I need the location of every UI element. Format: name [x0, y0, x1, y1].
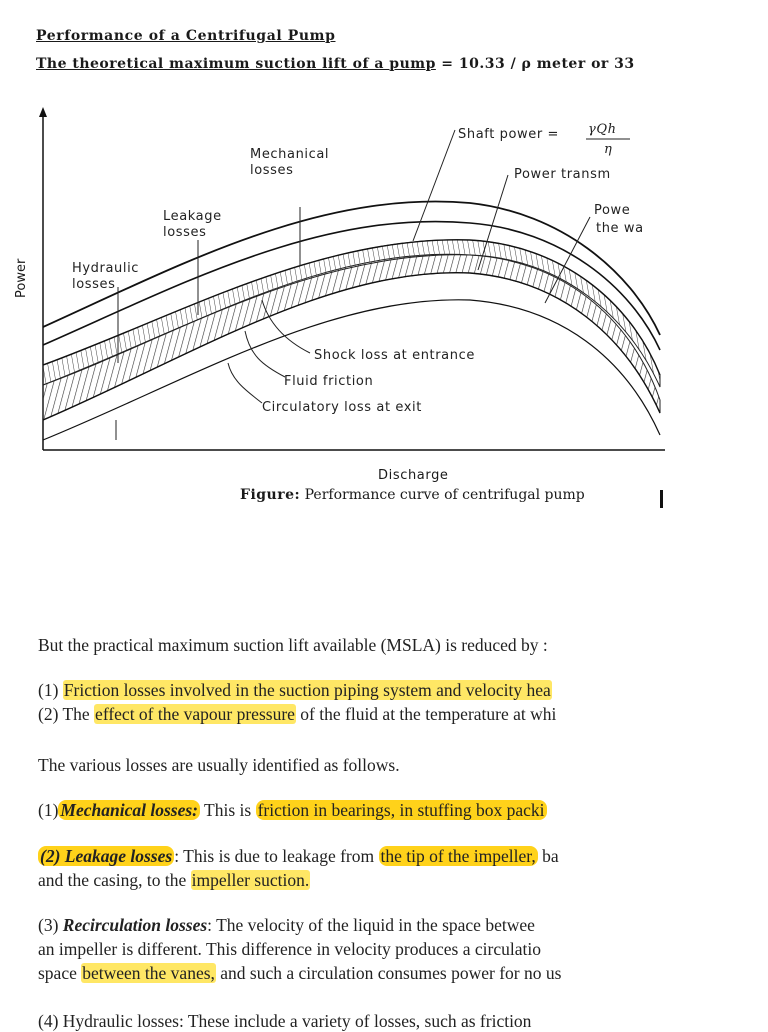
item2-highlight: effect of the vapour pressure [95, 704, 295, 724]
loss3-line3-highlight: between the vanes, [82, 963, 215, 983]
loss3-line3-text-b: and such a circulation consumes power for no us [215, 963, 562, 983]
losses-intro: The various losses are usually identified as follows. [38, 755, 400, 775]
circulatory-loss-label: Circulatory loss at exit [262, 400, 422, 415]
leakage-losses-label-1: Leakage [163, 209, 222, 224]
subtitle-suffix: = 10.33 / ρ meter or 33 [441, 56, 635, 72]
y-axis-label: Power [14, 258, 29, 298]
loss2-text-a: : This is due to leakage from [174, 846, 379, 866]
loss-item-recirculation-line3 [38, 962, 668, 984]
section-title: Performance of a Centrifugal Pump [36, 28, 336, 44]
loss1-highlight: friction in bearings, in stuffing box packi [257, 800, 545, 820]
reduction-item-2 [38, 703, 668, 725]
loss1-number: (1) [38, 800, 59, 820]
mechanical-losses-label-1: Mechanical [250, 147, 330, 162]
figure-caption [240, 487, 585, 503]
fluid-friction-label: Fluid friction [284, 374, 374, 389]
mechanical-losses-label-2: losses [250, 163, 294, 178]
item2-number: (2) The [38, 704, 95, 724]
caption-label: Figure: [240, 487, 301, 503]
shock-loss-label: Shock loss at entrance [314, 348, 475, 363]
msla-intro: But the practical maximum suction lift available (MSLA) is reduced by : [38, 635, 548, 655]
loss2-line2-highlight: impeller suction. [191, 870, 310, 890]
shaft-power-formula-denominator: η [604, 142, 613, 157]
loss2-term: (2) Leakage losses [40, 846, 173, 866]
loss-item-recirculation-line2: an impeller is different. This difference in velocity produces a circulatio [38, 939, 541, 959]
power-transmitted-label: Power transm [514, 167, 611, 182]
loss3-term: Recirculation losses [62, 915, 208, 935]
power-to-water-label-1: Powe [594, 203, 631, 218]
right-edge-rule [660, 490, 663, 508]
item1-highlight: Friction losses involved in the suction piping system and velocity hea [63, 680, 551, 700]
suction-lift-statement [36, 56, 676, 72]
hydraulic-losses-label-1: Hydraulic [72, 261, 140, 276]
shaft-power-formula-numerator: γQh [588, 122, 617, 137]
power-to-water-label-2: the wa [596, 221, 644, 236]
y-axis-arrow-icon [39, 107, 47, 117]
caption-text: Performance curve of centrifugal pump [300, 487, 585, 503]
loss-item-leakage-line2 [38, 869, 668, 891]
x-axis-label: Discharge [378, 468, 449, 483]
loss-item-leakage [38, 845, 668, 867]
loss2-text-b: ba [537, 846, 559, 866]
loss3-line3-text-a: space [38, 963, 82, 983]
item1-number: (1) [38, 680, 63, 700]
loss1-text: This is [199, 800, 256, 820]
hydraulic-losses-label-2: losses [72, 277, 116, 292]
loss-item-mechanical [38, 799, 668, 821]
reduction-item-1 [38, 679, 668, 701]
shaft-power-label: Shaft power = [458, 127, 560, 142]
subtitle-prefix: The theoretical maximum suction lift of a pump [36, 56, 436, 72]
loss2-highlight: the tip of the impeller, [380, 846, 536, 866]
leakage-losses-label-2: losses [163, 225, 207, 240]
loss-item-hydraulic-partial: (4) Hydraulic losses: These include a variety of losses, such as friction [38, 1011, 532, 1031]
loss2-line2-text: and the casing, to the [38, 870, 191, 890]
loss-item-recirculation [38, 914, 668, 936]
loss3-number: (3) [38, 915, 63, 935]
item2-rest: of the fluid at the temperature at whi [295, 704, 557, 724]
loss1-term: Mechanical losses: [60, 800, 198, 820]
performance-curve-figure [0, 95, 768, 465]
loss3-text: : The velocity of the liquid in the space betwee [207, 915, 535, 935]
